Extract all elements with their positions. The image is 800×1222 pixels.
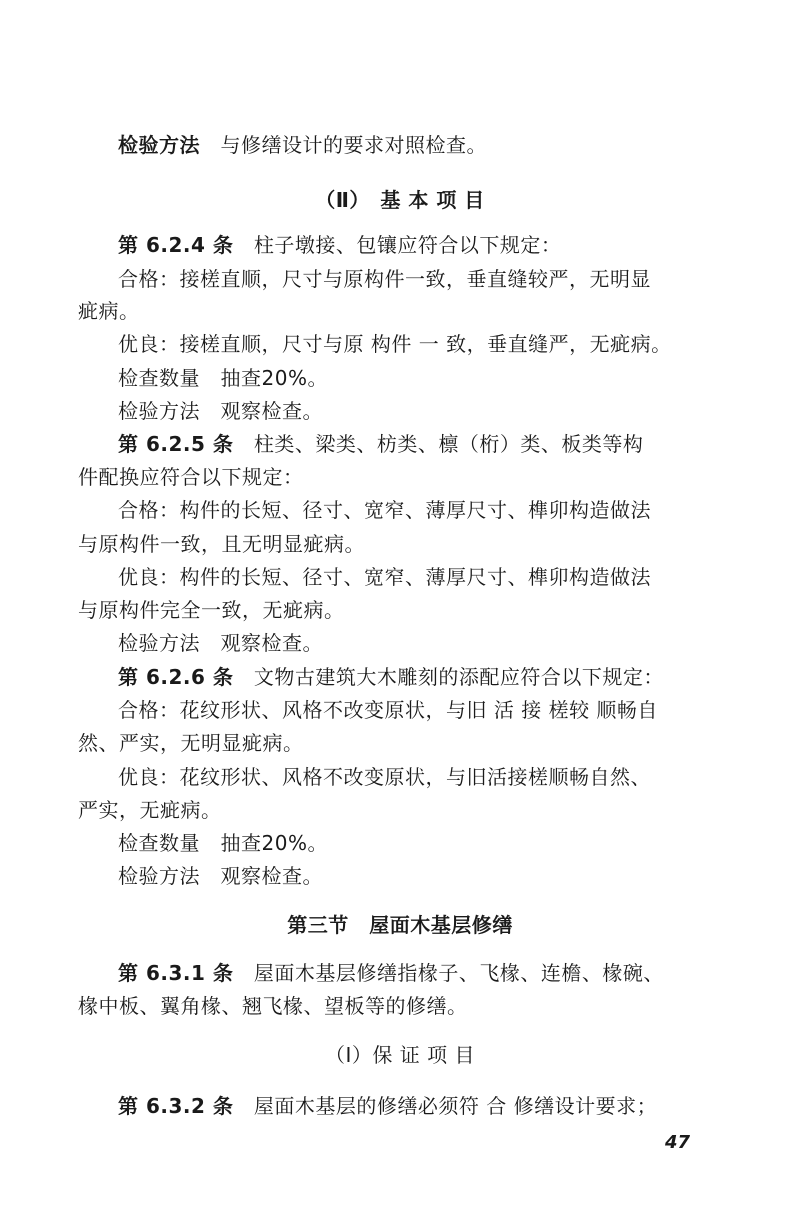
text-line — [78, 993, 468, 1019]
line-text: 检验方法 观察检查。 — [118, 399, 323, 423]
text-line — [118, 431, 643, 457]
text-line — [78, 597, 345, 623]
text-line — [118, 497, 651, 523]
line-text: 疵病。 — [78, 299, 140, 323]
text-line — [118, 365, 328, 391]
line-text: 屋面木基层的修缮必须符 合 修缮设计要求； — [233, 1094, 658, 1118]
bold-label: （Ⅱ） 基 本 项 目 — [315, 188, 485, 212]
text-line — [118, 232, 561, 258]
text-line — [78, 464, 304, 490]
bold-label: 第 6.2.4 条 — [118, 233, 234, 257]
line-text: 检查数量 抽查20%。 — [118, 366, 328, 390]
line-text: 柱子墩接、包镶应符合以下规定： — [233, 233, 562, 257]
text-line — [118, 331, 672, 357]
line-text: 然、严实，无明显疵病。 — [78, 731, 304, 755]
line-text: 件配换应符合以下规定： — [78, 465, 304, 489]
bold-label: 检验方法 — [118, 133, 200, 157]
text-line — [118, 1093, 657, 1119]
line-text: 检查数量 抽查20%。 — [118, 831, 328, 855]
text-line — [78, 797, 222, 823]
line-text: 优良：接槎直顺，尺寸与原 构件 一 致，垂直缝严，无疵病。 — [118, 332, 672, 356]
text-line — [118, 630, 323, 656]
text-line — [78, 298, 140, 324]
section-heading — [0, 912, 800, 938]
bold-label: 第 6.2.6 条 — [118, 665, 234, 689]
line-text: 屋面木基层修缮指椽子、飞椽、连檐、椽碗、 — [233, 961, 664, 985]
text-line — [118, 830, 328, 856]
text-line — [118, 863, 323, 889]
line-text: （Ⅰ）保 证 项 目 — [325, 1043, 475, 1067]
line-text: 合格：花纹形状、风格不改变原状，与旧 活 接 槎较 顺畅自 — [118, 698, 658, 722]
text-line — [118, 697, 658, 723]
line-text: 与修缮设计的要求对照检查。 — [200, 133, 487, 157]
text-line — [78, 531, 365, 557]
line-text: 文物古建筑大木雕刻的添配应符合以下规定： — [233, 665, 664, 689]
text-line — [118, 564, 651, 590]
line-text: 检验方法 观察检查。 — [118, 631, 323, 655]
bold-label: 第 6.3.2 条 — [118, 1094, 234, 1118]
line-text: 合格：接槎直顺，尺寸与原构件一致，垂直缝较严，无明显 — [118, 267, 651, 291]
line-text: 椽中板、翼角椽、翘飞椽、望板等的修缮。 — [78, 994, 468, 1018]
line-text: 柱类、梁类、枋类、檩（桁）类、板类等构 — [233, 432, 644, 456]
text-line — [118, 398, 323, 424]
page-number: 47 — [665, 1132, 691, 1153]
bold-label: 第 6.2.5 条 — [118, 432, 234, 456]
text-line — [118, 960, 664, 986]
line-text: 优良：花纹形状、风格不改变原状，与旧活接槎顺畅自然、 — [118, 765, 651, 789]
section-heading — [0, 187, 800, 213]
line-text: 合格：构件的长短、径寸、宽窄、薄厚尺寸、榫卯构造做法 — [118, 498, 651, 522]
text-line — [118, 764, 651, 790]
text-line — [118, 132, 487, 158]
bold-label: 第 6.3.1 条 — [118, 961, 234, 985]
line-text: 与原构件一致，且无明显疵病。 — [78, 532, 365, 556]
text-line — [118, 266, 651, 292]
line-text: 严实，无疵病。 — [78, 798, 222, 822]
bold-label: 第三节 屋面木基层修缮 — [287, 913, 513, 937]
line-text: 与原构件完全一致，无疵病。 — [78, 598, 345, 622]
text-line — [118, 664, 664, 690]
line-text: 优良：构件的长短、径寸、宽窄、薄厚尺寸、榫卯构造做法 — [118, 565, 651, 589]
line-text: 检验方法 观察检查。 — [118, 864, 323, 888]
section-heading — [0, 1042, 800, 1068]
text-line — [78, 730, 304, 756]
